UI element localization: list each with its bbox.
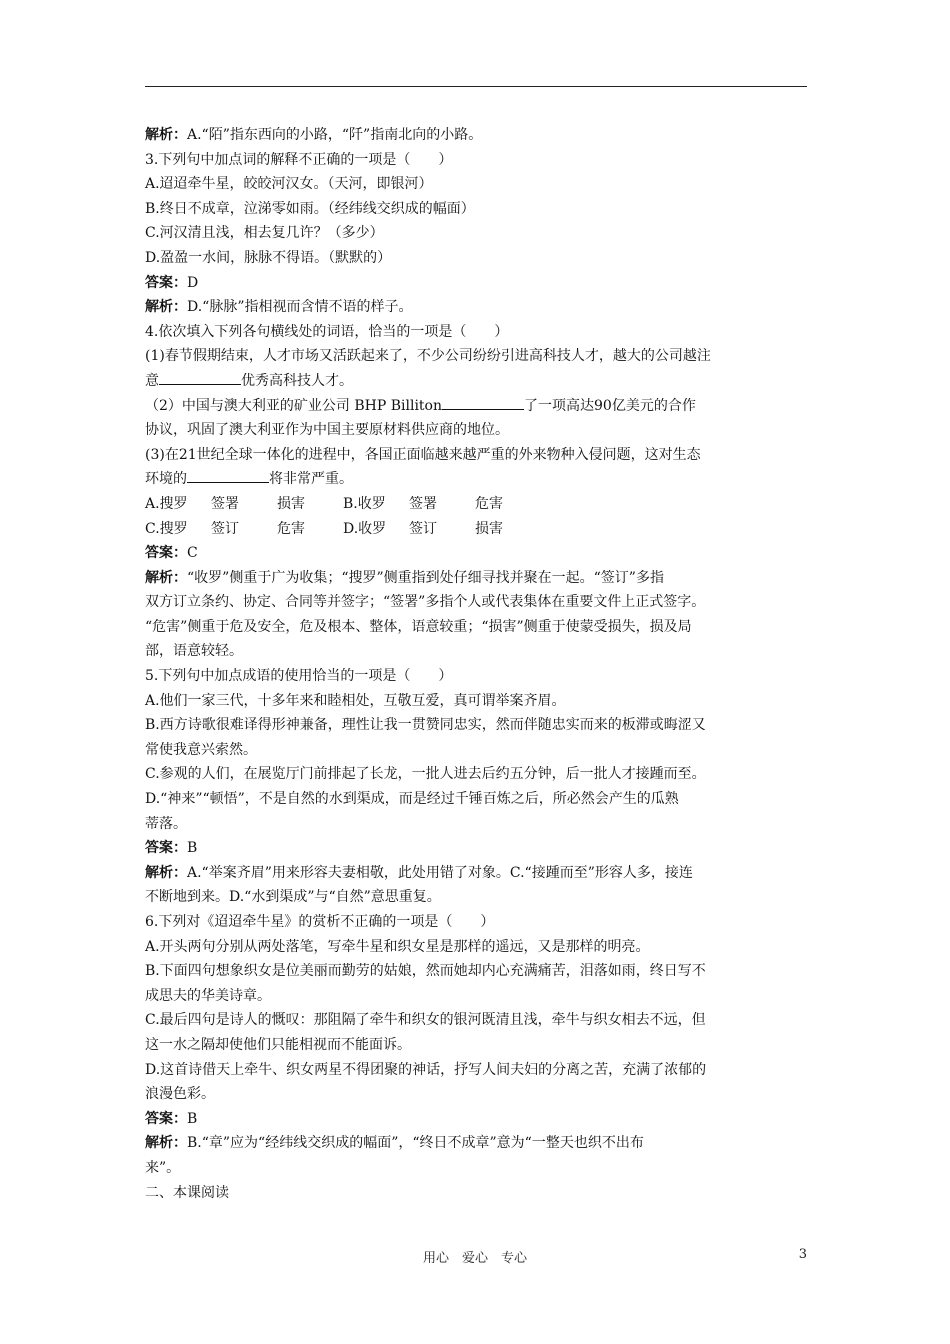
line-text: 4.依次填入下列各句横线处的词语，恰当的一项是（ ） (145, 323, 509, 340)
option-cell: D.收罗 (343, 520, 387, 537)
line-text: 这一水之隔却使他们只能相视而不能面诉。 (145, 1036, 411, 1053)
text-line (145, 664, 807, 689)
options-table (145, 492, 807, 541)
line-text: A.迢迢牵牛星，皎皎河汉女。（天河，即银河） (145, 176, 433, 193)
text-line (145, 1156, 807, 1181)
line-text: 3.下列句中加点词的解释不正确的一项是（ ） (145, 151, 453, 168)
text-line (145, 689, 807, 714)
text-line (145, 566, 807, 591)
text-line (145, 959, 807, 984)
text-line (145, 369, 807, 394)
option-cell: 危害 (475, 495, 503, 512)
text-line (145, 320, 807, 345)
line-text: C.河汉清且浅，相去复几许？（多少） (145, 225, 384, 242)
option-row (145, 517, 807, 542)
line-text: 双方订立条约、协定、合同等并签字；“签署”多指个人或代表集体在重要文件上正式签字。 (145, 594, 706, 611)
text-line (145, 762, 807, 787)
text-line (145, 295, 807, 320)
line-text: B.终日不成章，泣涕零如雨。（经纬线交织成的幅面） (145, 200, 475, 217)
line-text: 来”。 (145, 1159, 181, 1176)
fill-in-blank (442, 396, 524, 410)
line-text: B.西方诗歌很难译得形神兼备，理性让我一贯赞同忠实，然而伴随忠实而来的板滞或晦涩又 (145, 717, 706, 734)
line-lead: 解析： (145, 569, 187, 586)
line-text: A.“陌”指东西向的小路，“阡”指南北向的小路。 (187, 127, 483, 143)
line-text: B.下面四句想象织女是位美丽而勤劳的姑娘，然而她却内心充满痛苦，泪落如雨，终日写不 (145, 963, 706, 980)
text-line (145, 812, 807, 837)
option-cell: 损害 (475, 520, 503, 537)
line-text: D.这首诗借天上牵牛、织女两星不得团聚的神话，抒写人间夫妇的分离之苦，充满了浓郁的 (145, 1061, 707, 1078)
text-line (145, 541, 807, 566)
line-text: B.“章”应为“经纬线交织成的幅面”，“终日不成章”意为“一整天也织不出布 (187, 1135, 644, 1152)
line-text: 二、本课阅读 (145, 1184, 229, 1201)
line-text: A.他们一家三代，十多年来和睦相处，互敬互爱，真可谓举案齐眉。 (145, 692, 566, 709)
line-text: A.“举案齐眉”用来形容夫妻相敬，此处用错了对象。C.“接踵而至”形容人多，接连 (187, 864, 693, 881)
option-cell: 签订 (211, 520, 239, 537)
text-line (145, 197, 807, 222)
header-rule (145, 86, 807, 87)
text-line (145, 246, 807, 271)
line-text: D.盈盈一水间，脉脉不得语。（默默的） (145, 249, 392, 266)
option-cell: 签署 (409, 495, 437, 512)
option-cell: 危害 (277, 520, 305, 537)
text-line (145, 344, 807, 369)
text-line (145, 639, 807, 664)
line-text: 部，语意较轻。 (145, 643, 243, 660)
text-line (145, 836, 807, 861)
option-cell: C.搜罗 (145, 520, 188, 537)
line-text: D.“脉脉”指相视而含情不语的样子。 (187, 299, 413, 316)
line-tail: 优秀高科技人才。 (241, 372, 353, 389)
line-text: B (187, 1110, 198, 1127)
line-lead: 答案： (145, 545, 187, 562)
line-text: C (187, 545, 198, 562)
line-text: B (187, 840, 198, 857)
text-line (145, 1033, 807, 1058)
line-lead: 答案： (145, 274, 187, 291)
option-cell: A.搜罗 (145, 495, 188, 512)
option-cell: 签订 (409, 520, 437, 537)
line-text: 协议，巩固了澳大利亚作为中国主要原材料供应商的地位。 (145, 422, 509, 439)
text-line (145, 394, 807, 419)
text-line (145, 885, 807, 910)
fill-in-blank (159, 371, 241, 385)
line-lead: 解析： (145, 864, 187, 881)
line-text: C.参观的人们，在展览厅门前排起了长龙，一批人进去后约五分钟，后一批人才接踵而至。 (145, 766, 706, 783)
line-lead: 答案： (145, 840, 187, 857)
page-number: 3 (798, 1247, 807, 1262)
text-line (145, 738, 807, 763)
line-text: 6.下列对《迢迢牵牛星》的赏析不正确的一项是（ ） (145, 914, 495, 930)
line-tail: 将非常严重。 (269, 471, 353, 488)
line-text: 常使我意兴索然。 (145, 741, 257, 758)
line-text: (3)在21世纪全球一体化的进程中，各国正面临越来越严重的外来物种入侵问题，这对生态 (145, 446, 701, 463)
text-line (145, 148, 807, 173)
text-line (145, 590, 807, 615)
text-line (145, 910, 807, 935)
footer-motto: 用心 爱心 专心 (422, 1251, 527, 1266)
line-tail: 了一项高达90亿美元的合作 (524, 397, 696, 414)
option-cell: 签署 (211, 495, 239, 512)
line-text: 蒂落。 (145, 815, 187, 832)
text-line (145, 1058, 807, 1083)
text-line (145, 1008, 807, 1033)
text-line (145, 467, 807, 492)
line-text: (1)春节假期结束，人才市场又活跃起来了，不少公司纷纷引进高科技人才，越大的公司越注 (145, 348, 711, 365)
line-lead: 解析： (145, 299, 187, 316)
line-text: 不断地到来。D.“水到渠成”与“自然”意思重复。 (145, 889, 441, 906)
option-cell: 损害 (277, 495, 305, 512)
line-text: D.“神来”“顿悟”，不是自然的水到渠成，而是经过千锤百炼之后，所必然会产生的瓜熟 (145, 791, 679, 808)
line-text: 环境的 (145, 471, 187, 488)
question-block-1 (145, 123, 807, 492)
option-row (145, 492, 807, 517)
text-line (145, 123, 807, 148)
fill-in-blank (187, 469, 269, 483)
text-line (145, 713, 807, 738)
text-line (145, 615, 807, 640)
question-block-2 (145, 541, 807, 1205)
line-text: 5.下列句中加点成语的使用恰当的一项是（ ） (145, 668, 453, 685)
line-text: D (187, 274, 199, 291)
line-text: “收罗”侧重于广为收集；“搜罗”侧重指到处仔细寻找并聚在一起。“签订”多指 (187, 569, 664, 586)
text-line (145, 418, 807, 443)
text-line (145, 1131, 807, 1156)
text-line (145, 984, 807, 1009)
text-line (145, 443, 807, 468)
line-text: （2）中国与澳大利亚的矿业公司 BHP Billiton (145, 397, 442, 414)
text-line (145, 1181, 807, 1206)
text-line (145, 861, 807, 886)
line-lead: 解析： (145, 127, 187, 143)
line-lead: 解析： (145, 1135, 187, 1152)
document-body (145, 123, 807, 1205)
text-line (145, 221, 807, 246)
text-line (145, 787, 807, 812)
text-line (145, 1082, 807, 1107)
text-line (145, 1107, 807, 1132)
line-text: 意 (145, 372, 159, 389)
line-text: 浪漫色彩。 (145, 1086, 215, 1103)
line-text: “危害”侧重于危及安全，危及根本、整体，语意较重；“损害”侧重于使蒙受损失，损及局 (145, 618, 692, 635)
line-text: C.最后四句是诗人的慨叹：那阻隔了牵牛和织女的银河既清且浅，牵牛与织女相去不远，但 (145, 1012, 706, 1029)
text-line (145, 172, 807, 197)
text-line (145, 935, 807, 960)
line-lead: 答案： (145, 1110, 187, 1127)
option-cell: B.收罗 (343, 495, 386, 512)
line-text: A.开头两句分别从两处落笔，写牵牛星和织女星是那样的遥远，又是那样的明亮。 (145, 938, 650, 955)
text-line (145, 271, 807, 296)
line-text: 成思夫的华美诗章。 (145, 987, 271, 1004)
